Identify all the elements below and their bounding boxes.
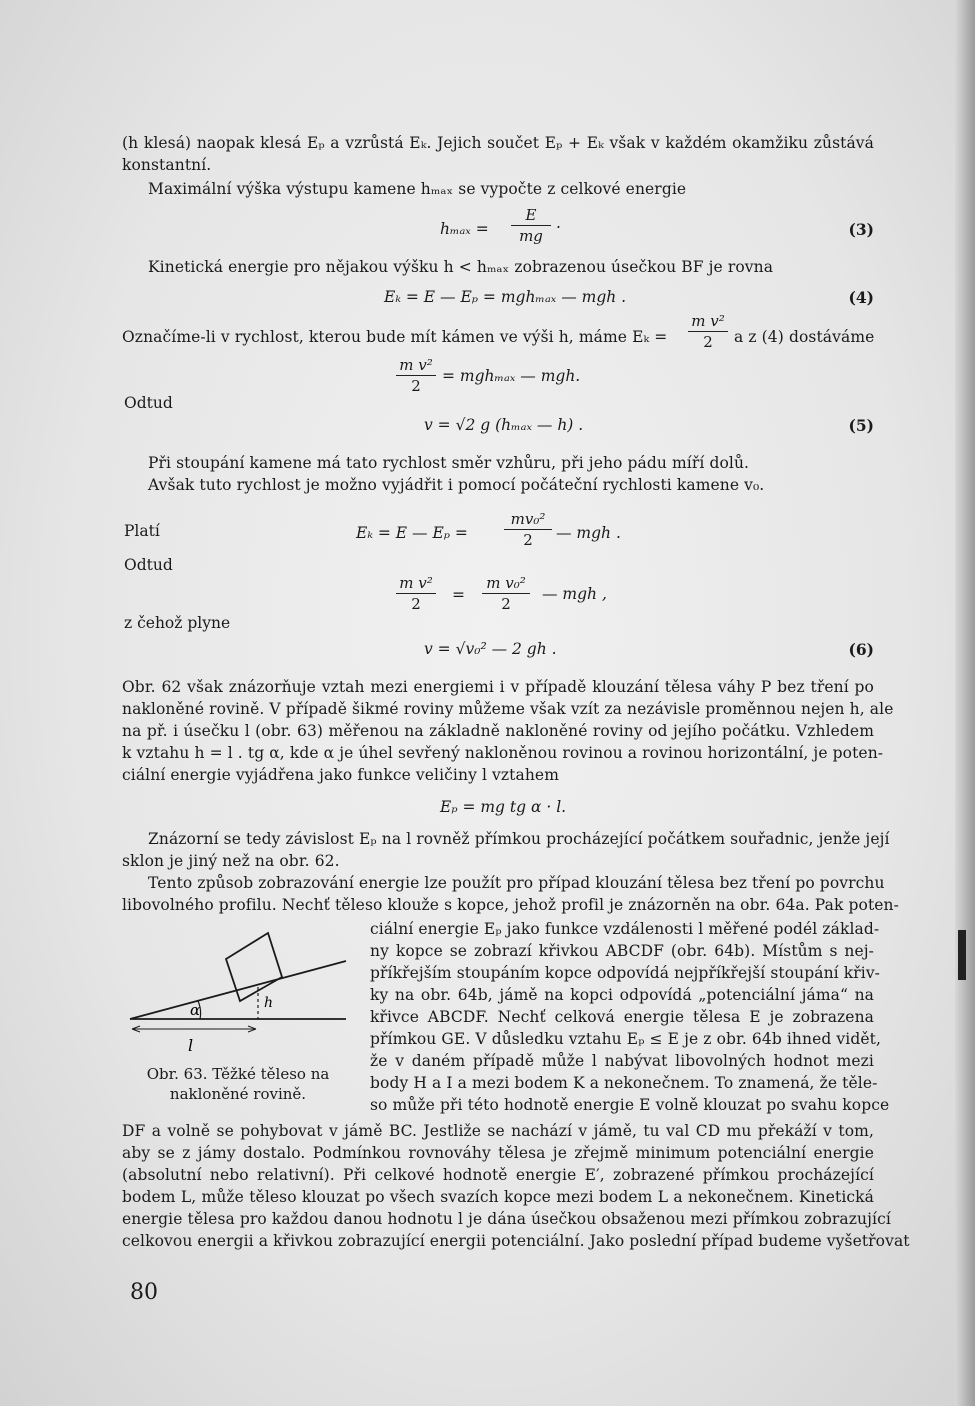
equation-number: (5) [848,416,874,435]
fraction-numerator: m v² [396,574,436,594]
equation-number: (4) [848,288,874,307]
text-line: libovolného profilu. Nechť těleso klouže s kopce, jehož profil je znázorněn na obr. 64a. Pak poten- [122,896,899,914]
fraction-denominator: 2 [703,333,713,351]
equation-6: v = √v₀² — 2 gh . [424,640,557,658]
edge-mark [958,930,966,980]
equals-sign: = [452,586,465,604]
label-plati: Platí [124,522,160,540]
equation-ep: Eₚ = mg tg α · l. [440,798,567,816]
equation-plati-rhs: — mgh . [556,524,621,542]
label-odtud: Odtud [124,394,173,412]
text-line: Avšak tuto rychlost je možno vyjádřit i pomocí počáteční rychlosti kamene v₀. [148,476,765,494]
fraction-numerator: m v² [396,356,436,376]
equation-mid: = mghₘₐₓ — mgh. [442,367,581,385]
alpha-label: α [190,1001,201,1019]
length-label: l [188,1036,194,1055]
text-line: Obr. 62 však znázorňuje vztah mezi energiemi i v případě klouzání tělesa váhy P bez tření po [122,678,874,696]
text-line: Kinetická energie pro nějakou výšku h < hₘₐₓ zobrazenou úsečkou BF je rovna [148,258,774,276]
text-line: DF a volně se pohybovat v jámě BC. Jestliže se nachází v jámě, tu val CD mu překáží v tom, [122,1122,874,1140]
fraction-numerator: mv₀² [504,510,552,530]
text-line: Znázorní se tedy závislost Eₚ na l rovněž přímkou procházející počátkem souřadnic, jenže její [148,830,890,848]
equation-number: (6) [848,640,874,659]
text-line: Označíme-li v rychlost, kterou bude mít kámen ve výši h, máme Eₖ = [122,328,668,346]
text-line: křivce ABCDF. Nechť celková energie tělesa E je zobrazena [370,1008,874,1026]
fraction-numerator: m v² [688,312,728,332]
text-line: ciální energie vyjádřena jako funkce veličiny l vztahem [122,766,559,784]
text-line: (h klesá) naopak klesá Eₚ a vzrůstá Eₖ. Jejich součet Eₚ + Eₖ však v každém okamžiku zůstává [122,134,874,152]
fraction-denominator: mg [519,227,543,245]
text-line: aby se z jámy dostalo. Podmínkou rovnováhy tělesa je zřejmě minimum potenciální energie [122,1144,874,1162]
text-line: (absolutní nebo relativní). Při celkové hodnotě energie E′, zobrazené přímkou procházející [122,1166,874,1184]
text-line: body H a I a mezi bodem K a nekonečnem. To znamená, že těle- [370,1074,878,1092]
height-label: h [264,995,274,1011]
equation-5: v = √2 g (hₘₐₓ — h) . [424,416,584,434]
text-line: příkřejším stoupáním kopce odpovídá nejpříkřejší stoupání křiv- [370,964,881,982]
text-line: bodem L, může těleso klouzat po všech svazích kopce mezi bodem L a nekonečnem. Kinetická [122,1188,874,1206]
text-line: k vztahu h = l . tg α, kde α je úhel sevřený nakloněnou rovinou a rovinou horizontální, je poten- [122,744,884,762]
text-line: Maximální výška výstupu kamene hₘₐₓ se vypočte z celkové energie [148,180,687,198]
equation-4: Eₖ = E — Eₚ = mghₘₐₓ — mgh . [384,288,627,306]
inclined-plane-figure [128,925,358,1061]
v0-fraction [504,510,552,549]
text-line: na př. i úsečku l (obr. 63) měřenou na základně nakloněné roviny od jejího počátku. Vzhledem [122,722,874,740]
equation-3-lhs: hₘₐₓ = [440,220,489,238]
equation-number: (3) [848,220,874,239]
page-edge [955,0,975,1406]
text-line: so může při této hodnotě energie E volně klouzat po svahu kopce [370,1096,890,1114]
equation-3-fraction [511,206,551,245]
text-line: ciální energie Eₚ jako funkce vzdálenosti l měřené podél základ- [370,920,880,938]
figure-caption: Obr. 63. Těžké těleso na nakloněné rovině. [146,1065,330,1103]
fraction-denominator: 2 [501,595,511,613]
kinetic-fraction [396,356,436,395]
text-line: ny kopce se zobrazí křivkou ABCDF (obr. 64b). Místům s nej- [370,942,874,960]
odtud-fraction-left [396,574,436,613]
fraction-denominator: 2 [411,377,421,395]
fraction-denominator: 2 [411,595,421,613]
text-line: ky na obr. 64b, jámě na kopci odpovídá „potenciální jáma“ na [370,986,874,1004]
odtud-fraction-right [482,574,530,613]
incline-line [130,961,346,1019]
text-line: přímkou GE. V důsledku vztahu Eₚ ≤ E je z obr. 64b ihned vidět, [370,1030,881,1048]
text-line: Tento způsob zobrazování energie lze použít pro případ klouzání tělesa bez tření po povrchu [148,874,885,892]
fraction-numerator: E [511,206,551,226]
label-z-cehoz-plyne: z čehož plyne [124,614,231,632]
equation-plati-lhs: Eₖ = E — Eₚ = [356,524,468,542]
text-line: Při stoupání kamene má tato rychlost směr vzhůru, při jeho pádu míří dolů. [148,454,750,472]
fraction-denominator: 2 [523,531,533,549]
text-line: celkovou energii a křivkou zobrazující energii potenciální. Jako poslední případ budeme vyšetřovat [122,1232,910,1250]
ek-fraction [688,312,728,351]
text-line: že v daném případě může l nabývat libovolných hodnot mezi [370,1052,874,1070]
text-line: a z (4) dostáváme [734,328,875,346]
equation-3-tail: . [556,214,561,232]
text-line: energie tělesa pro každou danou hodnotu l je dána úsečkou obsaženou mezi přímkou zobrazující [122,1210,891,1228]
text-line: nakloněné rovině. V případě šikmé roviny můžeme však vzít za nezávisle proměnnou nejen h, ale [122,700,894,718]
text-line: sklon je jiný než na obr. 62. [122,852,340,870]
label-odtud: Odtud [124,556,173,574]
text-line: konstantní. [122,156,212,174]
page-number: 80 [130,1280,158,1305]
equation-odtud-rhs: — mgh , [542,585,607,603]
fraction-numerator: m v₀² [482,574,530,594]
